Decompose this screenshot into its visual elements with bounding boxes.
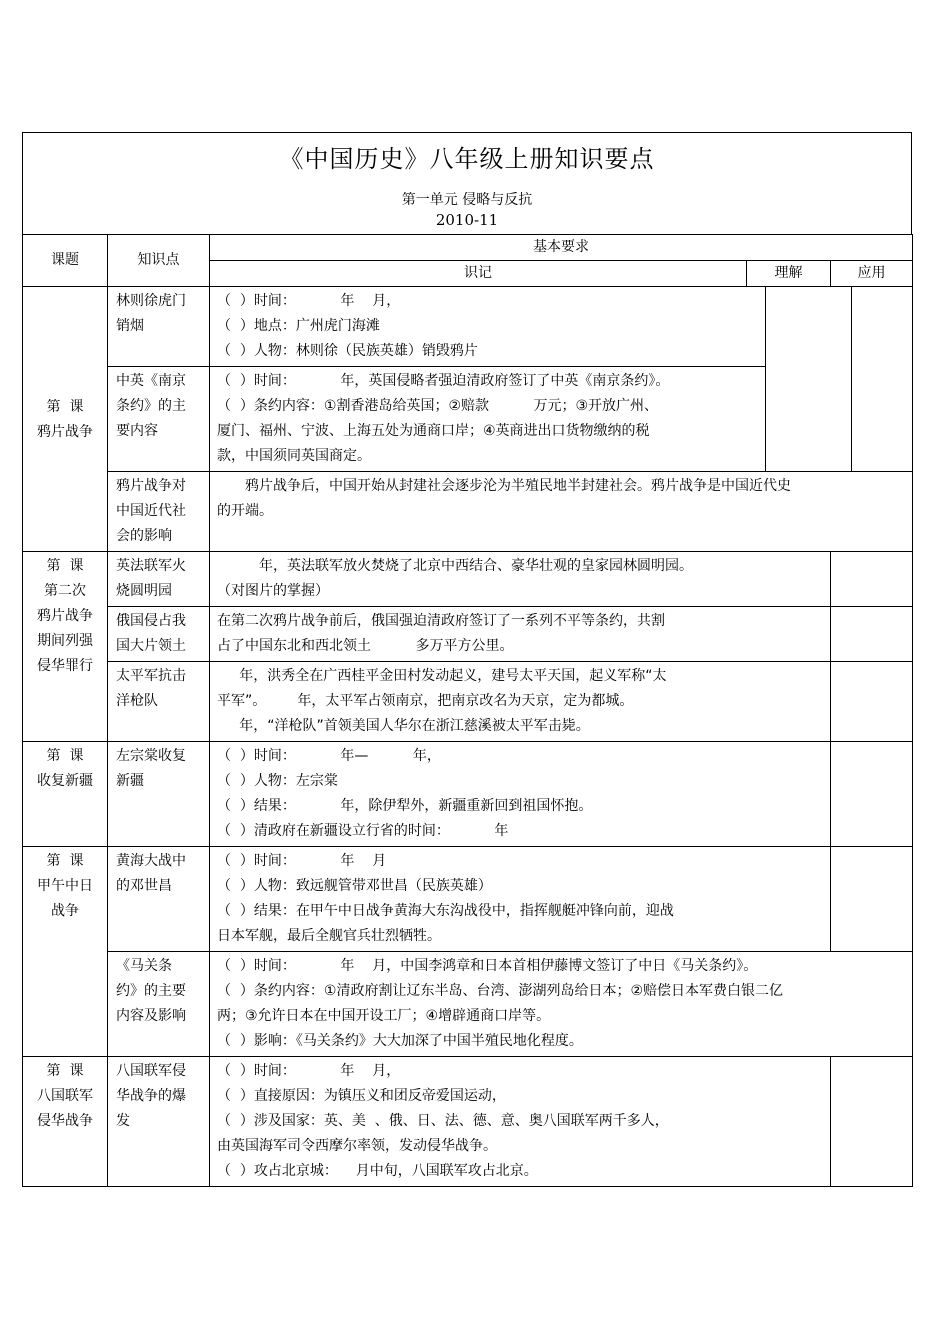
knowledge-point-cell [108,607,210,662]
content-cell [210,742,831,847]
content-line: （ ）条约内容：①割香港岛给英国；②赔款 万元；③开放广州、 [217,398,659,414]
knowledge-table [22,234,913,1187]
table-row [23,662,913,742]
content-line: （ ）时间： 年 月， [217,293,401,309]
point-line: 要内容 [116,423,158,439]
content-line: 厦门、福州、宁波、上海五处为通商口岸；④英商进出口货物缴纳的税 [217,423,650,439]
point-line: 发 [116,1113,130,1129]
content-cell [210,662,831,742]
content-line: （ ）时间： 年 月， [217,1063,401,1079]
content-line: 款，中国须同英国商定。 [217,448,371,464]
understand-cell [831,1057,913,1187]
point-line: 八国联军侵 [116,1063,186,1079]
header-lesson: 课题 [23,235,108,287]
lesson-line: 战争 [51,903,79,919]
lesson-line: 第 课 [46,748,84,764]
point-line: 黄海大战中 [116,853,186,869]
point-line: 的邓世昌 [116,878,172,894]
point-line: 内容及影响 [116,1008,186,1024]
content-cell [210,552,831,607]
unit-title: 第一单元 侵略与反抗 [401,192,533,208]
lesson-line: 第二次 [44,583,86,599]
understand-cell [831,742,913,847]
point-line: 俄国侵占我 [116,613,186,629]
content-line: 平军”。 年，太平军占领南京，把南京改名为天京，定为都城。 [217,693,634,709]
content-line: （ ）时间： 年 月，中国李鸿章和日本首相伊藤博文签订了中日《马关条约》。 [217,958,758,974]
content-cell [210,1057,831,1187]
document-date: 2010-11 [435,211,499,229]
lesson-line: 甲午中日 [37,878,93,894]
content-line: （ ）影响：《马关条约》大大加深了中国半殖民地化程度。 [217,1033,583,1049]
header-basic-requirements: 基本要求 [210,235,913,261]
point-line: 林则徐虎门 [116,293,186,309]
understand-cell [831,662,913,742]
point-line: 中国近代社 [116,503,186,519]
understand-cell [766,287,852,472]
lesson-line: 第 课 [46,399,84,415]
lesson-line: 侵华罪行 [37,658,93,674]
content-line: 在第二次鸦片战争前后，俄国强迫清政府签订了一系列不平等条约，共割 [217,613,665,629]
table-row [23,847,913,952]
lesson-line: 收复新疆 [37,773,93,789]
apply-cell [852,287,913,472]
understand-cell [831,847,913,952]
understand-cell [831,607,913,662]
content-line: （ ）时间： 年 月 [217,853,387,869]
point-line: 英法联军火 [116,558,186,574]
point-line: 华战争的爆 [116,1088,186,1104]
content-line: 两；③允许日本在中国开设工厂；④增辟通商口岸等。 [217,1008,551,1024]
lesson-line: 侵华战争 [37,1113,93,1129]
content-cell [210,847,831,952]
table-row [23,607,913,662]
content-line: （ ）人物：左宗棠 [217,773,338,789]
table-row [23,472,913,552]
knowledge-point-cell [108,287,210,367]
lesson-cell [23,552,108,742]
point-line: 新疆 [116,773,144,789]
document-header [22,132,912,234]
lesson-cell [23,742,108,847]
point-line: 会的影响 [116,528,172,544]
content-line: 由英国海军司令西摩尔率领，发动侵华战争。 [217,1138,497,1154]
content-line: （对图片的掌握） [217,583,329,599]
lesson-line: 期间列强 [37,633,93,649]
understand-cell [831,552,913,607]
content-line: （ ）时间： 年，英国侵略者强迫清政府签订了中英《南京条约》。 [217,373,670,389]
table-row [23,1057,913,1187]
content-line: 鸦片战争后，中国开始从封建社会逐步沦为半殖民地半封建社会。鸦片战争是中国近代史 [245,478,791,494]
lesson-line: 鸦片战争 [37,608,93,624]
point-line: 中英《南京 [116,373,186,389]
document-page [22,132,912,1187]
knowledge-point-cell [108,1057,210,1187]
document-title: 《中国历史》八年级上册知识要点 [279,145,655,173]
content-line: （ ）攻占北京城： 月中旬，八国联军攻占北京。 [217,1163,538,1179]
point-line: 条约》的主 [116,398,186,414]
header-memorize: 识记 [210,261,747,287]
lesson-line: 第 课 [46,1063,84,1079]
knowledge-point-cell [108,742,210,847]
content-line: （ ）直接原因：为镇压义和团反帝爱国运动， [217,1088,506,1104]
content-cell [210,287,766,367]
point-line: 国大片领土 [116,638,186,654]
content-cell [210,472,913,552]
content-line: （ ）清政府在新疆设立行省的时间： 年 [217,823,509,839]
lesson-line: 鸦片战争 [37,424,93,440]
content-line: （ ）时间： 年— 年， [217,748,441,764]
point-line: 洋枪队 [116,693,158,709]
table-row [23,287,913,367]
header-apply: 应用 [831,261,913,287]
point-line: 《马关条 [116,958,172,974]
lesson-cell [23,847,108,1057]
point-line: 鸦片战争对 [116,478,186,494]
lesson-line: 八国联军 [37,1088,93,1104]
table-row [23,742,913,847]
lesson-cell [23,1057,108,1187]
content-line: 年，洪秀全在广西桂平金田村发动起义，建号太平天国，起义军称“太 [217,668,667,684]
point-line: 左宗棠收复 [116,748,186,764]
knowledge-point-cell [108,847,210,952]
content-line: 占了中国东北和西北领土 多万平方公里。 [217,638,514,654]
table-row [23,552,913,607]
content-line: 的开端。 [217,503,273,519]
content-cell [210,607,831,662]
content-line: （ ）涉及国家：英、美 、俄、日、法、德、意、奥八国联军两千多人， [217,1113,669,1129]
content-line: 年，“洋枪队”首领美国人华尔在浙江慈溪被太平军击毙。 [217,718,590,734]
knowledge-point-cell [108,367,210,472]
content-line: （ ）人物：林则徐（民族英雄）销毁鸦片 [217,343,478,359]
content-cell [210,952,913,1057]
header-knowledge-point: 知识点 [108,235,210,287]
knowledge-point-cell [108,472,210,552]
header-understand: 理解 [747,261,831,287]
content-line: （ ）地点：广州虎门海滩 [217,318,380,334]
content-line: （ ）人物：致远舰管带邓世昌（民族英雄） [217,878,492,894]
lesson-line: 第 课 [46,853,84,869]
point-line: 销烟 [116,318,144,334]
content-cell [210,367,766,472]
point-line: 约》的主要 [116,983,186,999]
content-line: 日本军舰，最后全舰官兵壮烈牺牲。 [217,928,441,944]
lesson-cell [23,287,108,552]
content-line: （ ）条约内容：①清政府割让辽东半岛、台湾、澎湖列岛给日本；②赔偿日本军费白银二亿 [217,983,783,999]
point-line: 烧圆明园 [116,583,172,599]
knowledge-point-cell [108,552,210,607]
knowledge-point-cell [108,662,210,742]
point-line: 太平军抗击 [116,668,186,684]
content-line: 年，英法联军放火焚烧了北京中西结合、豪华壮观的皇家园林圆明园。 [259,558,693,574]
lesson-line: 第 课 [46,558,84,574]
knowledge-point-cell [108,952,210,1057]
content-line: （ ）结果： 年，除伊犁外，新疆重新回到祖国怀抱。 [217,798,593,814]
table-row [23,952,913,1057]
content-line: （ ）结果：在甲午中日战争黄海大东沟战役中，指挥舰艇冲锋向前，迎战 [217,903,674,919]
